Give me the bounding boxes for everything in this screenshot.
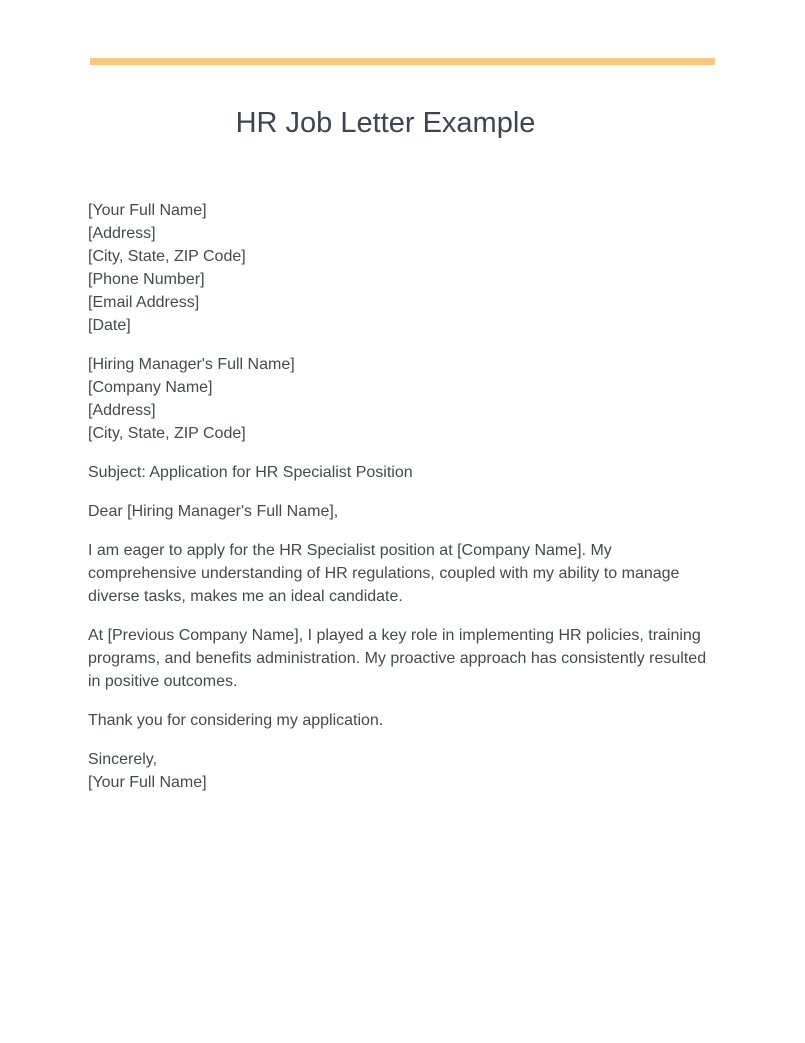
page-title: HR Job Letter Example xyxy=(235,107,536,139)
subject-line: Subject: Application for HR Specialist Position xyxy=(88,464,413,481)
recipient-city-state-zip: [City, State, ZIP Code] xyxy=(88,425,246,442)
sender-block xyxy=(88,199,718,337)
sender-email: [Email Address] xyxy=(88,294,200,311)
sender-phone: [Phone Number] xyxy=(88,271,205,288)
signature-name: [Your Full Name] xyxy=(88,774,207,791)
paragraph-experience: At [Previous Company Name], I played a key role in implementing HR policies, training programs, and benefits administration. My proactive approach has consistently resulted in positive outcomes. xyxy=(88,627,707,690)
sender-address: [Address] xyxy=(88,225,156,242)
sender-city-state-zip: [City, State, ZIP Code] xyxy=(88,248,246,265)
paragraph-thanks: Thank you for considering my application. xyxy=(88,712,384,729)
salutation: Dear [Hiring Manager's Full Name], xyxy=(88,503,339,520)
accent-bar xyxy=(90,58,715,65)
recipient-address: [Address] xyxy=(88,402,156,419)
signature-block xyxy=(88,748,718,794)
closing: Sincerely, xyxy=(88,751,158,768)
sender-full-name: [Your Full Name] xyxy=(88,202,207,219)
letter-body xyxy=(88,199,718,810)
recipient-block xyxy=(88,353,718,445)
letter-date: [Date] xyxy=(88,317,131,334)
recipient-company: [Company Name] xyxy=(88,379,213,396)
recipient-full-name: [Hiring Manager's Full Name] xyxy=(88,356,295,373)
paragraph-intro: I am eager to apply for the HR Specialist position at [Company Name]. My comprehensive understanding of HR regulations, coupled with my ability to manage diverse tasks, makes me an ideal candidate. xyxy=(88,542,680,605)
